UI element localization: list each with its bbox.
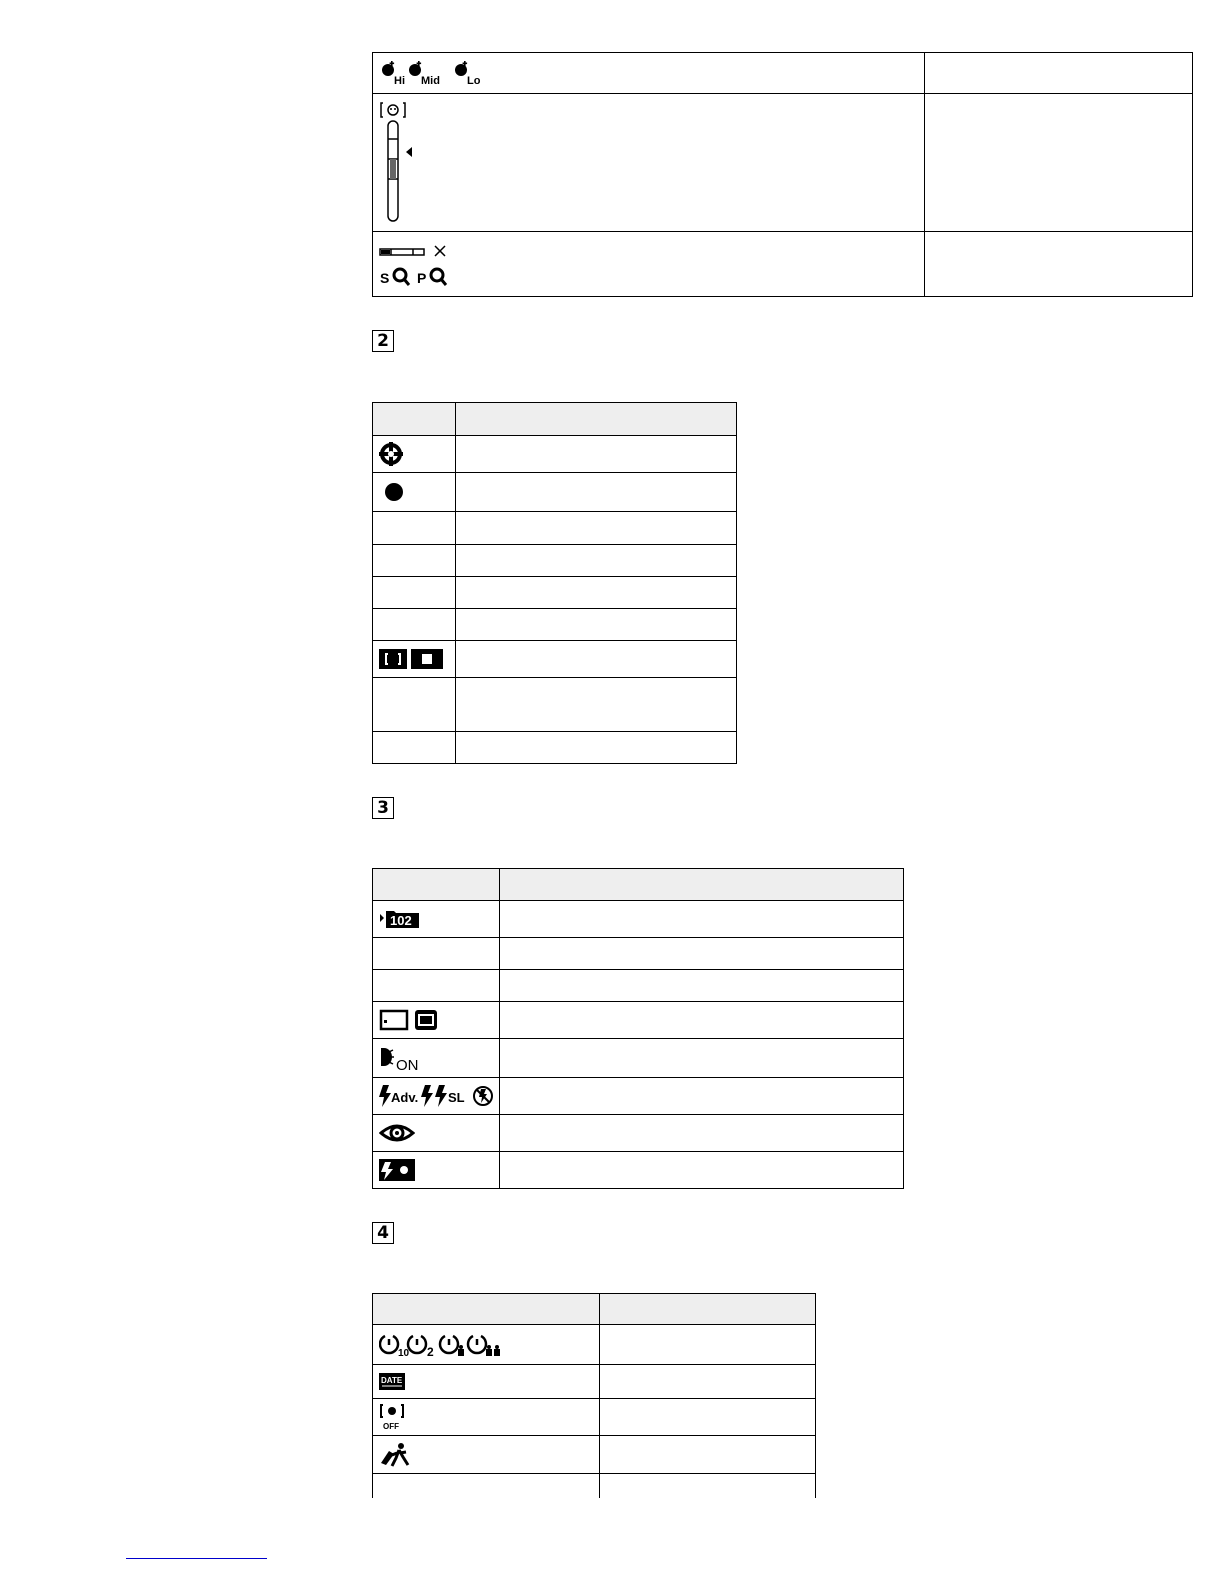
table-row [373, 1078, 904, 1115]
column-header-display [373, 1294, 600, 1325]
icon-table-1 [372, 52, 1193, 297]
icon-cell [373, 970, 500, 1002]
svg-text:10: 10 [398, 1347, 410, 1359]
svg-text:Mid: Mid [421, 75, 440, 87]
icon-cell [373, 53, 925, 94]
icon-cell [373, 1474, 600, 1498]
column-header-indication [456, 403, 737, 436]
description-cell [500, 1152, 904, 1189]
icon-cell [373, 901, 500, 938]
column-header-indication [500, 869, 904, 901]
svg-text:Hi: Hi [394, 75, 405, 87]
description-cell [600, 1325, 816, 1365]
svg-text:DATE: DATE [381, 1375, 403, 1385]
svg-text:Adv.: Adv. [391, 1090, 419, 1105]
description-cell [500, 970, 904, 1002]
svg-text:Lo: Lo [467, 75, 481, 87]
icon-cell [373, 641, 456, 678]
column-header-display [373, 403, 456, 436]
icon-cell [373, 1365, 600, 1399]
face-detection-off-icon [379, 1403, 411, 1431]
svg-text:S: S [380, 270, 390, 286]
metering-frame-icon [379, 648, 443, 670]
section-number-badge: 2 [372, 330, 394, 352]
table-row [373, 901, 904, 938]
icon-table-4 [372, 1293, 816, 1498]
icon-table-3 [372, 868, 904, 1189]
table-row [373, 1436, 816, 1474]
table-row [373, 94, 1193, 232]
icon-cell [373, 678, 456, 732]
icon-cell [373, 1436, 600, 1474]
icon-cell [373, 473, 456, 512]
focus-frame-icon [379, 442, 403, 466]
table-row [373, 678, 737, 732]
description-cell [500, 1115, 904, 1152]
column-header-indication [600, 1294, 816, 1325]
smile-shutter-hi-mid-lo-icon [379, 58, 489, 88]
table-row [373, 232, 1193, 297]
memory-card-internal-memory-icon [379, 1008, 441, 1032]
description-cell [456, 732, 737, 764]
description-cell [500, 1078, 904, 1115]
icon-cell [373, 545, 456, 577]
table-row [373, 1474, 816, 1498]
description-cell [456, 545, 737, 577]
table-row [373, 732, 737, 764]
self-timer-icon [379, 1331, 509, 1359]
description-cell [925, 232, 1193, 297]
description-cell [500, 901, 904, 938]
flash-charging-icon [379, 1158, 417, 1182]
table-row [373, 1152, 904, 1189]
table-row [373, 1365, 816, 1399]
table-header-row [373, 403, 737, 436]
table-row [373, 473, 737, 512]
flash-mode-icon [379, 1083, 497, 1109]
icon-cell [373, 94, 925, 232]
description-cell [500, 938, 904, 970]
description-cell [600, 1365, 816, 1399]
icon-cell [373, 938, 500, 970]
table-row [373, 938, 904, 970]
table-row [373, 53, 1193, 94]
icon-cell [373, 512, 456, 545]
description-cell [600, 1436, 816, 1474]
description-cell [456, 678, 737, 732]
icon-cell [373, 1152, 500, 1189]
af-illuminator-on-icon [379, 1044, 427, 1072]
icon-cell [373, 436, 456, 473]
zoom-indicator-scale-icon [379, 236, 469, 292]
table-row [373, 970, 904, 1002]
description-cell [925, 94, 1193, 232]
svg-text:2: 2 [427, 1344, 434, 1359]
description-cell [925, 53, 1193, 94]
svg-text:P: P [417, 270, 427, 286]
description-cell [500, 1002, 904, 1039]
table-row [373, 577, 737, 609]
column-header-display [373, 869, 500, 901]
motion-detection-icon [379, 1441, 413, 1469]
svg-text:OFF: OFF [383, 1422, 399, 1431]
description-cell [456, 512, 737, 545]
description-cell [456, 577, 737, 609]
page-link-underline [126, 1558, 267, 1559]
table-header-row [373, 1294, 816, 1325]
table-row [373, 1399, 816, 1436]
svg-text:ON: ON [396, 1057, 419, 1072]
table-row [373, 609, 737, 641]
smile-detection-sensitivity-indicator-icon [379, 99, 419, 227]
icon-cell [373, 1078, 500, 1115]
section-number-badge: 3 [372, 797, 394, 819]
icon-table-2 [372, 402, 737, 764]
description-cell [456, 609, 737, 641]
table-row [373, 436, 737, 473]
recording-folder-102-icon [379, 908, 421, 930]
table-row [373, 545, 737, 577]
description-cell [500, 1039, 904, 1078]
icon-cell [373, 732, 456, 764]
date-imprint-icon [379, 1372, 407, 1392]
svg-text:102: 102 [390, 913, 412, 928]
description-cell [456, 641, 737, 678]
section-number-badge: 4 [372, 1222, 394, 1244]
icon-cell [373, 1002, 500, 1039]
icon-cell [373, 1325, 600, 1365]
description-cell [456, 436, 737, 473]
af-lock-dot-icon [379, 480, 409, 504]
table-row [373, 512, 737, 545]
table-row [373, 1325, 816, 1365]
table-row [373, 1115, 904, 1152]
icon-cell [373, 232, 925, 297]
icon-cell [373, 609, 456, 641]
icon-cell [373, 1399, 600, 1436]
table-row [373, 1039, 904, 1078]
svg-text:SL: SL [448, 1090, 465, 1105]
description-cell [456, 473, 737, 512]
table-row [373, 641, 737, 678]
table-row [373, 1002, 904, 1039]
icon-cell [373, 577, 456, 609]
table-header-row [373, 869, 904, 901]
description-cell [600, 1474, 816, 1498]
red-eye-reduction-icon [379, 1121, 415, 1145]
description-cell [600, 1399, 816, 1436]
icon-cell [373, 1039, 500, 1078]
icon-cell [373, 1115, 500, 1152]
